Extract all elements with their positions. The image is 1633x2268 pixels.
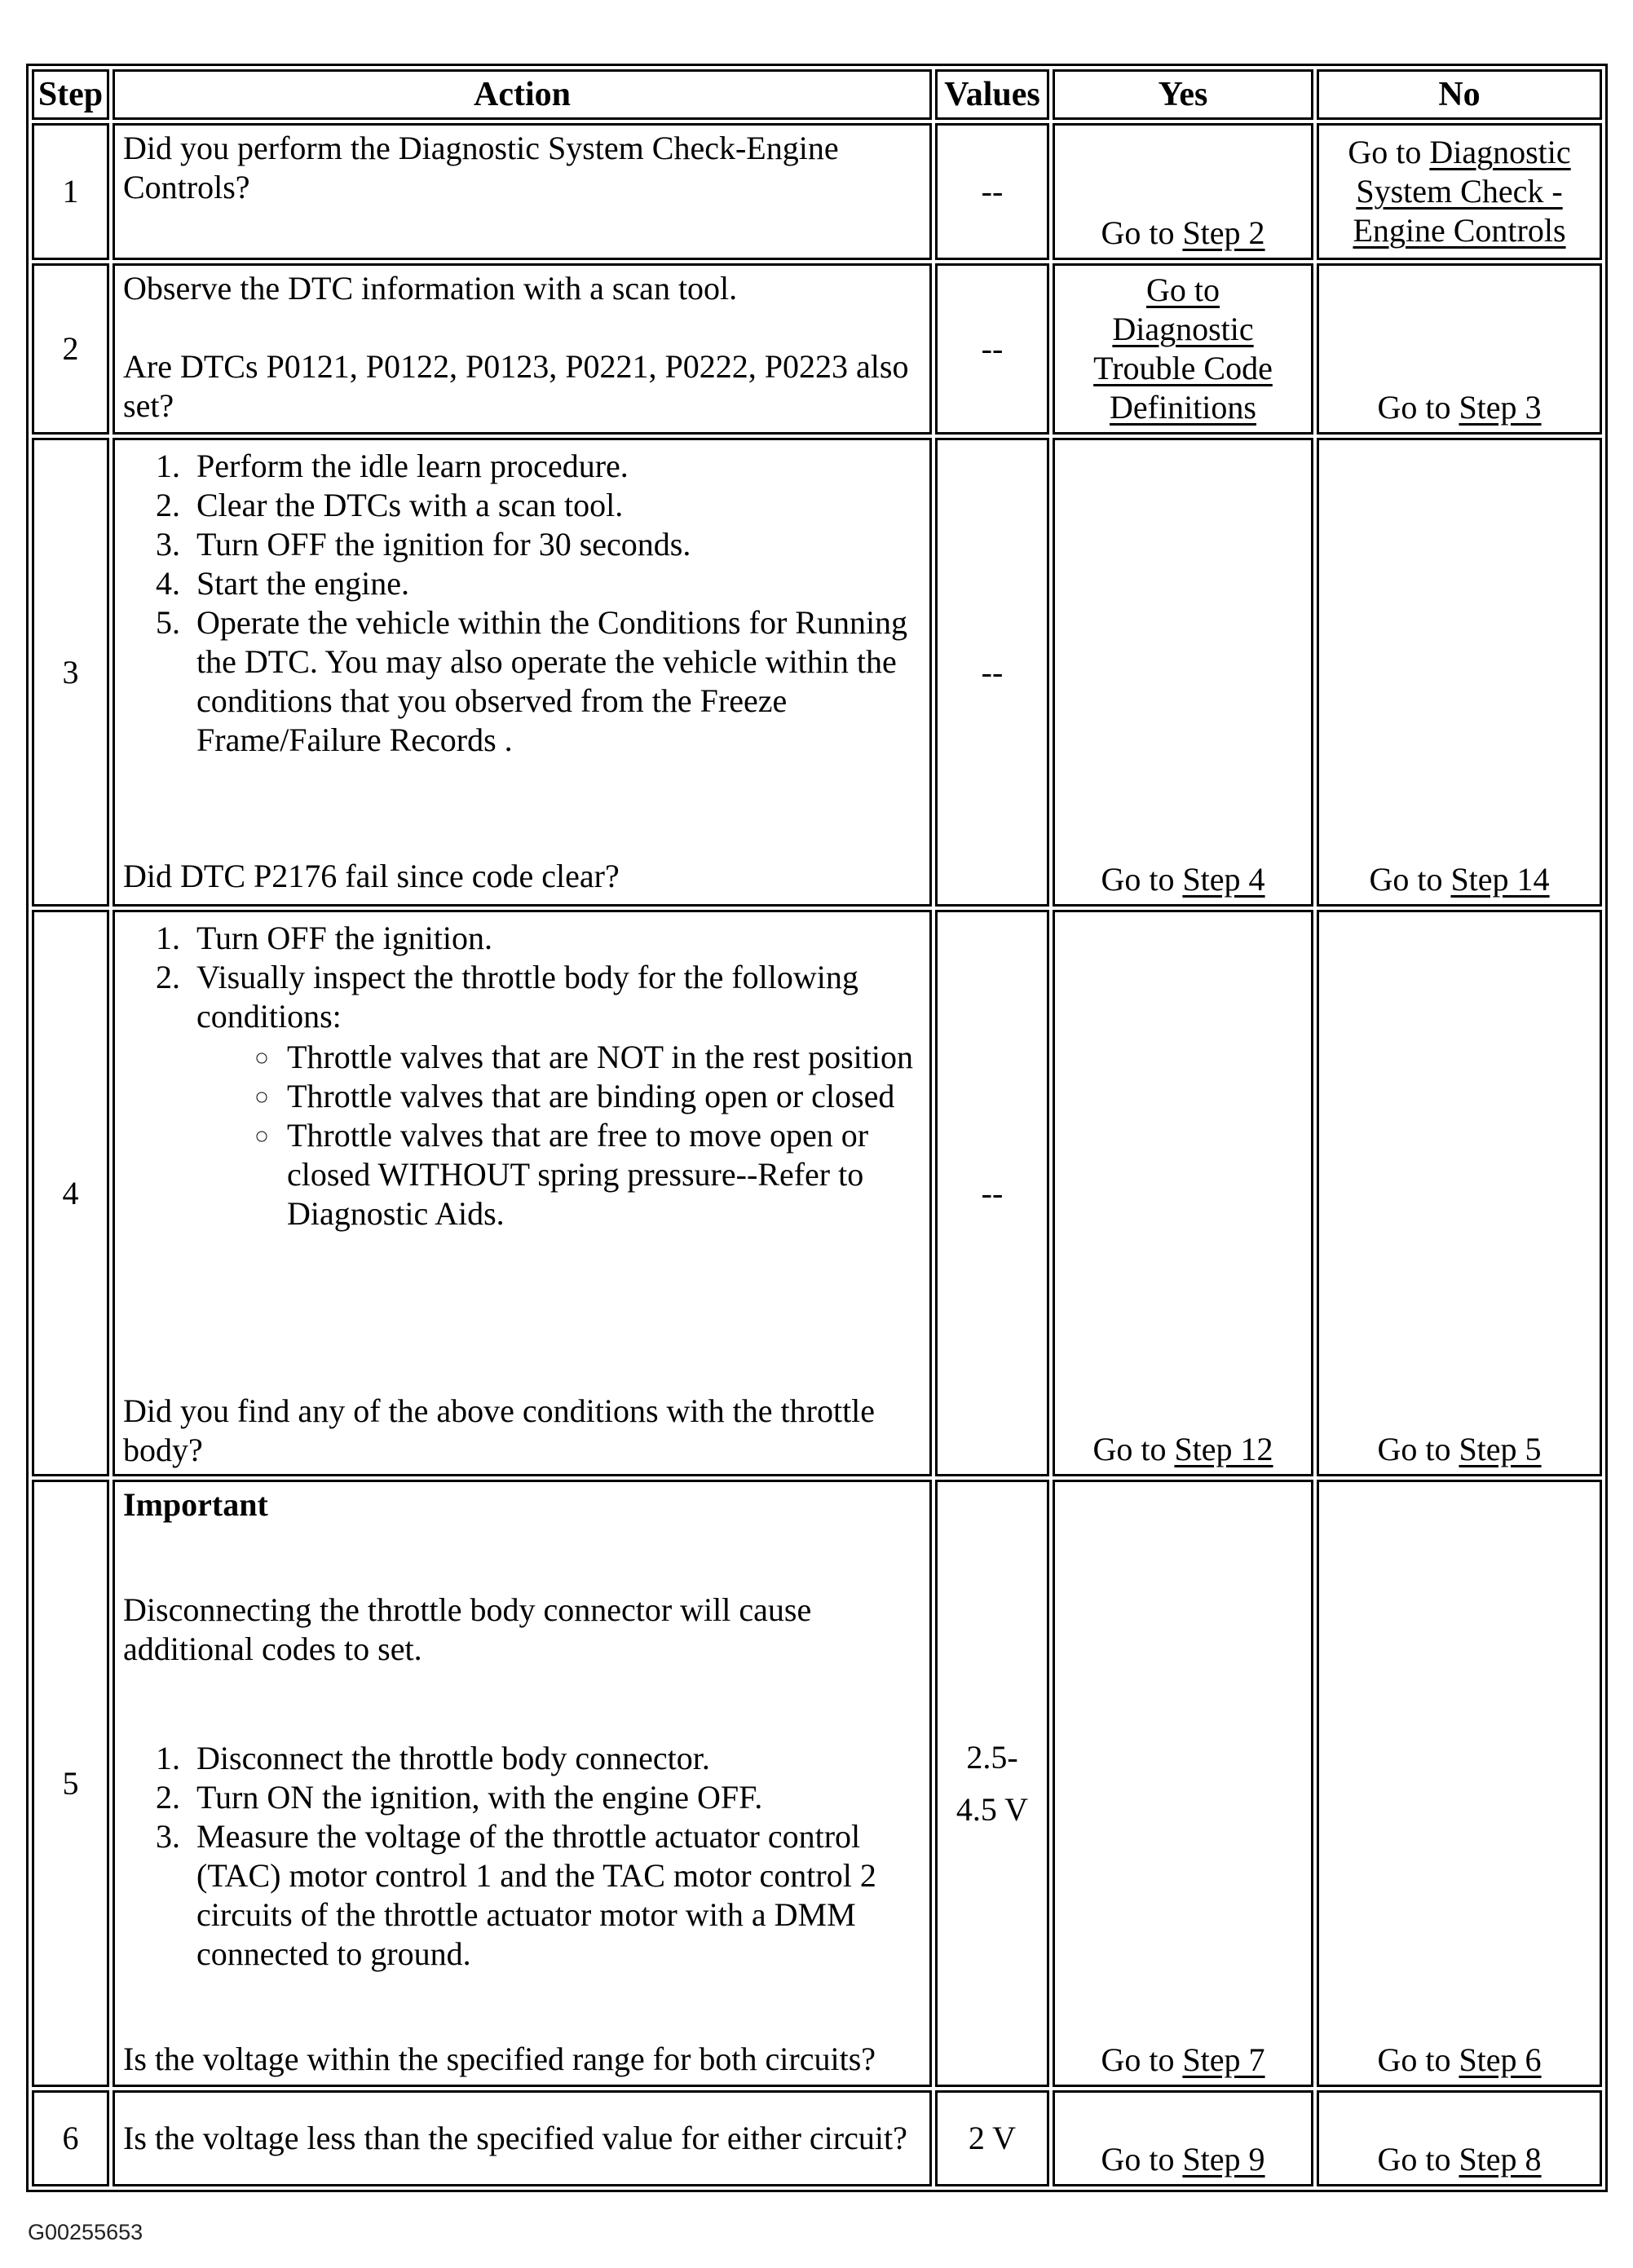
action-cell — [113, 263, 932, 435]
no-cell — [1317, 910, 1602, 1476]
column-header-values: Values — [935, 69, 1049, 120]
bullet-item: ◦ Throttle valves that are NOT in the rest position — [282, 1038, 921, 1077]
goto-prefix: Go to — [1377, 389, 1459, 426]
yes-cell — [1053, 1480, 1313, 2087]
action-bullet-list — [196, 1038, 921, 1233]
action-question: Are DTCs P0121, P0122, P0123, P0221, P0222, P0223 also set? — [123, 348, 909, 424]
list-item-text: Visually inspect the throttle body for the following conditions: — [196, 959, 858, 1035]
action-question: Is the voltage within the specified range for both circuits? — [123, 2040, 876, 2077]
action-numbered-list — [123, 1739, 921, 1974]
goto-step-3-link[interactable]: Step 3 — [1459, 389, 1542, 426]
important-note: Disconnecting the throttle body connector will cause additional codes to set. — [123, 1591, 812, 1668]
goto-prefix: Go to — [1101, 2141, 1183, 2178]
yes-cell — [1053, 123, 1313, 260]
yes-cell — [1053, 438, 1313, 907]
column-header-step: Step — [32, 69, 109, 120]
goto-step-8-link[interactable]: Step 8 — [1459, 2141, 1542, 2178]
dtc-definitions-link[interactable] — [1063, 271, 1303, 427]
yes-cell — [1053, 2090, 1313, 2186]
link-label: Diagnostic Trouble Code Definitions — [1093, 311, 1273, 426]
goto-prefix: Go to — [1377, 1431, 1459, 1467]
table-row-step-4 — [32, 910, 1602, 1476]
goto-prefix: Go to — [1377, 2141, 1459, 2178]
action-cell — [113, 910, 932, 1476]
goto-prefix: Go to — [1369, 861, 1451, 898]
goto-step-9-link[interactable]: Step 9 — [1182, 2141, 1265, 2178]
goto-step-14-link[interactable]: Step 14 — [1450, 861, 1550, 898]
goto-step-5-link[interactable]: Step 5 — [1459, 1431, 1542, 1467]
diagnostic-system-check-link[interactable]: Diagnostic System Check - Engine Controls — [1353, 134, 1571, 249]
no-cell — [1317, 2090, 1602, 2186]
goto-prefix: Go to — [1101, 214, 1183, 251]
step-number: 3 — [32, 438, 109, 907]
goto-prefix: Go to — [1146, 271, 1220, 308]
action-content — [123, 916, 921, 1470]
step-number: 5 — [32, 1480, 109, 2087]
no-cell — [1317, 1480, 1602, 2087]
action-question: Did DTC P2176 fail since code clear? — [123, 858, 620, 894]
values-cell: -- — [935, 123, 1049, 260]
no-cell — [1317, 263, 1602, 435]
table-row-step-5 — [32, 1480, 1602, 2087]
list-item: 3. Measure the voltage of the throttle actuator control (TAC) motor control 1 and the TAC motor control 2 circuits of the throttle actuator motor with a DMM connected to ground. — [188, 1817, 921, 1974]
table-row-step-6 — [32, 2090, 1602, 2186]
values-cell: -- — [935, 263, 1049, 435]
list-item: 2. Clear the DTCs with a scan tool. — [188, 486, 921, 525]
action-numbered-list — [123, 447, 921, 760]
list-item: 1. Perform the idle learn procedure. — [188, 447, 921, 486]
goto-prefix: Go to — [1092, 1431, 1175, 1467]
list-item — [188, 958, 921, 1233]
action-cell — [113, 1480, 932, 2087]
values-cell: -- — [935, 438, 1049, 907]
step-number: 1 — [32, 123, 109, 260]
figure-id: G00255653 — [28, 2220, 143, 2244]
column-header-yes: Yes — [1053, 69, 1313, 120]
table-row-step-1 — [32, 123, 1602, 260]
goto-prefix: Go to — [1377, 2041, 1459, 2078]
step-number: 2 — [32, 263, 109, 435]
list-item: 5. Operate the vehicle within the Conditions for Running the DTC. You may also operate the vehicle within the conditions that you observed from the Freeze Frame/Failure Records . — [188, 603, 921, 760]
goto-step-2-link[interactable]: Step 2 — [1182, 214, 1265, 251]
values-cell — [935, 1480, 1049, 2087]
action-numbered-list — [123, 919, 921, 1233]
yes-cell — [1053, 910, 1313, 1476]
values-cell: 2 V — [935, 2090, 1049, 2186]
action-cell — [113, 438, 932, 907]
list-item: 1. Disconnect the throttle body connector. — [188, 1739, 921, 1778]
action-content — [123, 1485, 921, 2079]
header-row — [32, 69, 1602, 120]
list-item: 3. Turn OFF the ignition for 30 seconds. — [188, 525, 921, 564]
action-content — [123, 443, 921, 896]
goto-step-12-link[interactable]: Step 12 — [1174, 1431, 1273, 1467]
column-header-action: Action — [113, 69, 932, 120]
action-question: Did you find any of the above conditions with the throttle body? — [123, 1392, 876, 1468]
list-item: 1. Turn OFF the ignition. — [188, 919, 921, 958]
action-cell — [113, 2090, 932, 2186]
step-number: 4 — [32, 910, 109, 1476]
action-paragraph: Observe the DTC information with a scan tool. — [123, 270, 738, 307]
diagnostic-table — [26, 64, 1608, 2192]
action-question: Is the voltage less than the specified value for either circuit? — [123, 2120, 907, 2156]
values-range-high: 4.5 V — [956, 1790, 1029, 1828]
bullet-item: ◦ Throttle valves that are free to move open or closed WITHOUT spring pressure--Refer to Diagnostic Aids. — [282, 1116, 921, 1233]
action-cell — [113, 123, 932, 260]
goto-step-6-link[interactable]: Step 6 — [1459, 2041, 1542, 2078]
no-cell — [1317, 438, 1602, 907]
table-row-step-3 — [32, 438, 1602, 907]
values-range-low: 2.5- — [966, 1738, 1018, 1776]
yes-cell — [1053, 263, 1313, 435]
values-cell: -- — [935, 910, 1049, 1476]
goto-step-4-link[interactable]: Step 4 — [1182, 861, 1265, 898]
list-item: 4. Start the engine. — [188, 564, 921, 603]
goto-prefix: Go to — [1101, 2041, 1183, 2078]
goto-step-7-link[interactable]: Step 7 — [1182, 2041, 1265, 2078]
list-item: 2. Turn ON the ignition, with the engine OFF. — [188, 1778, 921, 1817]
no-cell — [1317, 123, 1602, 260]
bullet-item: ◦ Throttle valves that are binding open or closed — [282, 1077, 921, 1116]
goto-prefix: Go to — [1101, 861, 1183, 898]
important-heading: Important — [123, 1486, 268, 1523]
action-text: Did you perform the Diagnostic System Check-Engine Controls? — [123, 130, 839, 205]
step-number: 6 — [32, 2090, 109, 2186]
goto-prefix: Go to — [1348, 134, 1430, 170]
column-header-no: No — [1317, 69, 1602, 120]
table-row-step-2 — [32, 263, 1602, 435]
goto-text — [1345, 133, 1573, 250]
